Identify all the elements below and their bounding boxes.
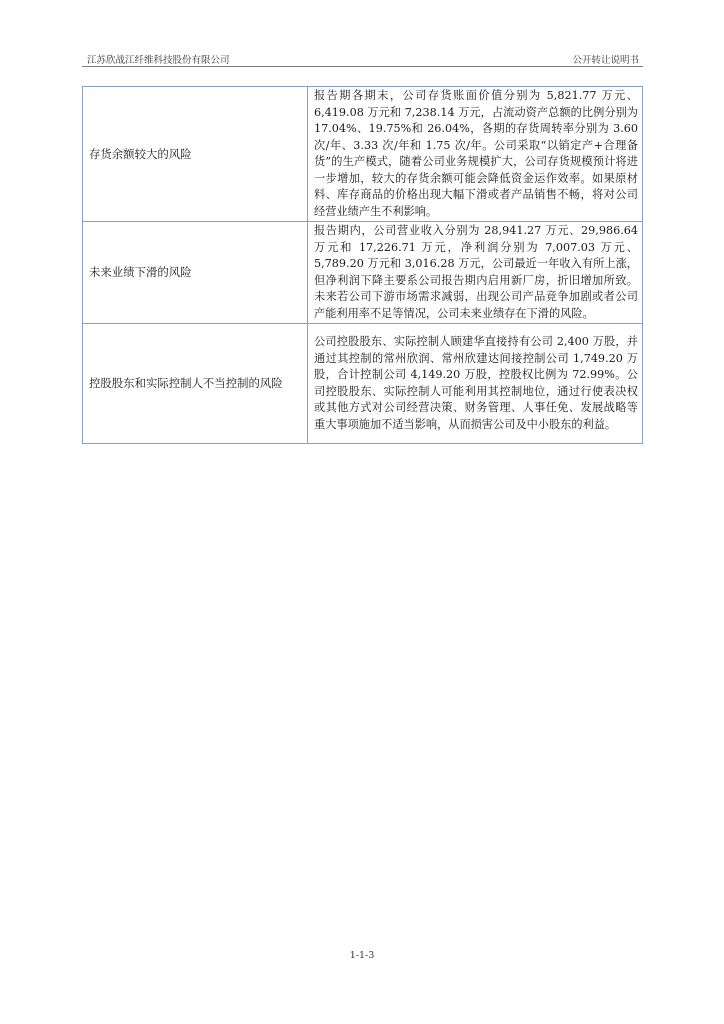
risk-row-control xyxy=(83,324,643,444)
risk-description-cell: 公司控股股东、实际控制人顾建华直接持有公司 2,400 万股，并通过其控制的常州欣润、常州欣建达间接控制公司 1,749.20 万股，合计控制公司 4,149.20 万股，控股权比例为 72.99%。公司控股股东、实际控制人可能利用其控制地位，通过行使表决权或其他方式对公司经营决策、财务管理、人事任免、发展战略等重大事项施加不适当影响，从而损害公司及中小股东的利益。 xyxy=(308,324,643,444)
risk-description-cell: 报告期内，公司营业收入分别为 28,941.27 万元、29,986.64 万元和 17,226.71 万元，净利润分别为 7,007.03 万元、5,789.20 万元和 3,016.28 万元，公司最近一年收入有所上涨，但净利润下降主要系公司报告期内启用新厂房，折旧增加所致。未来若公司下游市场需求减弱，出现公司产品竞争加剧或者公司产能利用率不足等情况，公司未来业绩存在下滑的风险。 xyxy=(308,222,643,324)
page-number: 1-1-3 xyxy=(349,950,375,961)
risk-description-cell: 报告期各期末，公司存货账面价值分别为 5,821.77 万元、6,419.08 万元和 7,238.14 万元，占流动资产总额的比例分别为 17.04%、19.75%和 26.04%，各期的存货周转率分别为 3.60 次/年、3.33 次/年和 1.75 次/年。公司采取“以销定产+合理备货”的生产模式，随着公司业务规模扩大，公司存货规模预计将进一步增加，较大的存货余额可能会降低资金运作效率。如果原材料、库存商品的价格出现大幅下滑或者产品销售不畅，将对公司经营业绩产生不利影响。 xyxy=(308,87,643,222)
risk-name-cell: 存货余额较大的风险 xyxy=(83,87,308,222)
header-company-name: 江苏欣战江纤维科技股份有限公司 xyxy=(87,55,230,66)
risk-table xyxy=(82,86,643,444)
page-header xyxy=(82,50,643,67)
risk-name-cell: 控股股东和实际控制人不当控制的风险 xyxy=(83,324,308,444)
risk-row-performance xyxy=(83,222,643,324)
risk-name-cell: 未来业绩下滑的风险 xyxy=(83,222,308,324)
header-document-type: 公开转让说明书 xyxy=(572,55,639,66)
risk-row-inventory xyxy=(83,87,643,222)
